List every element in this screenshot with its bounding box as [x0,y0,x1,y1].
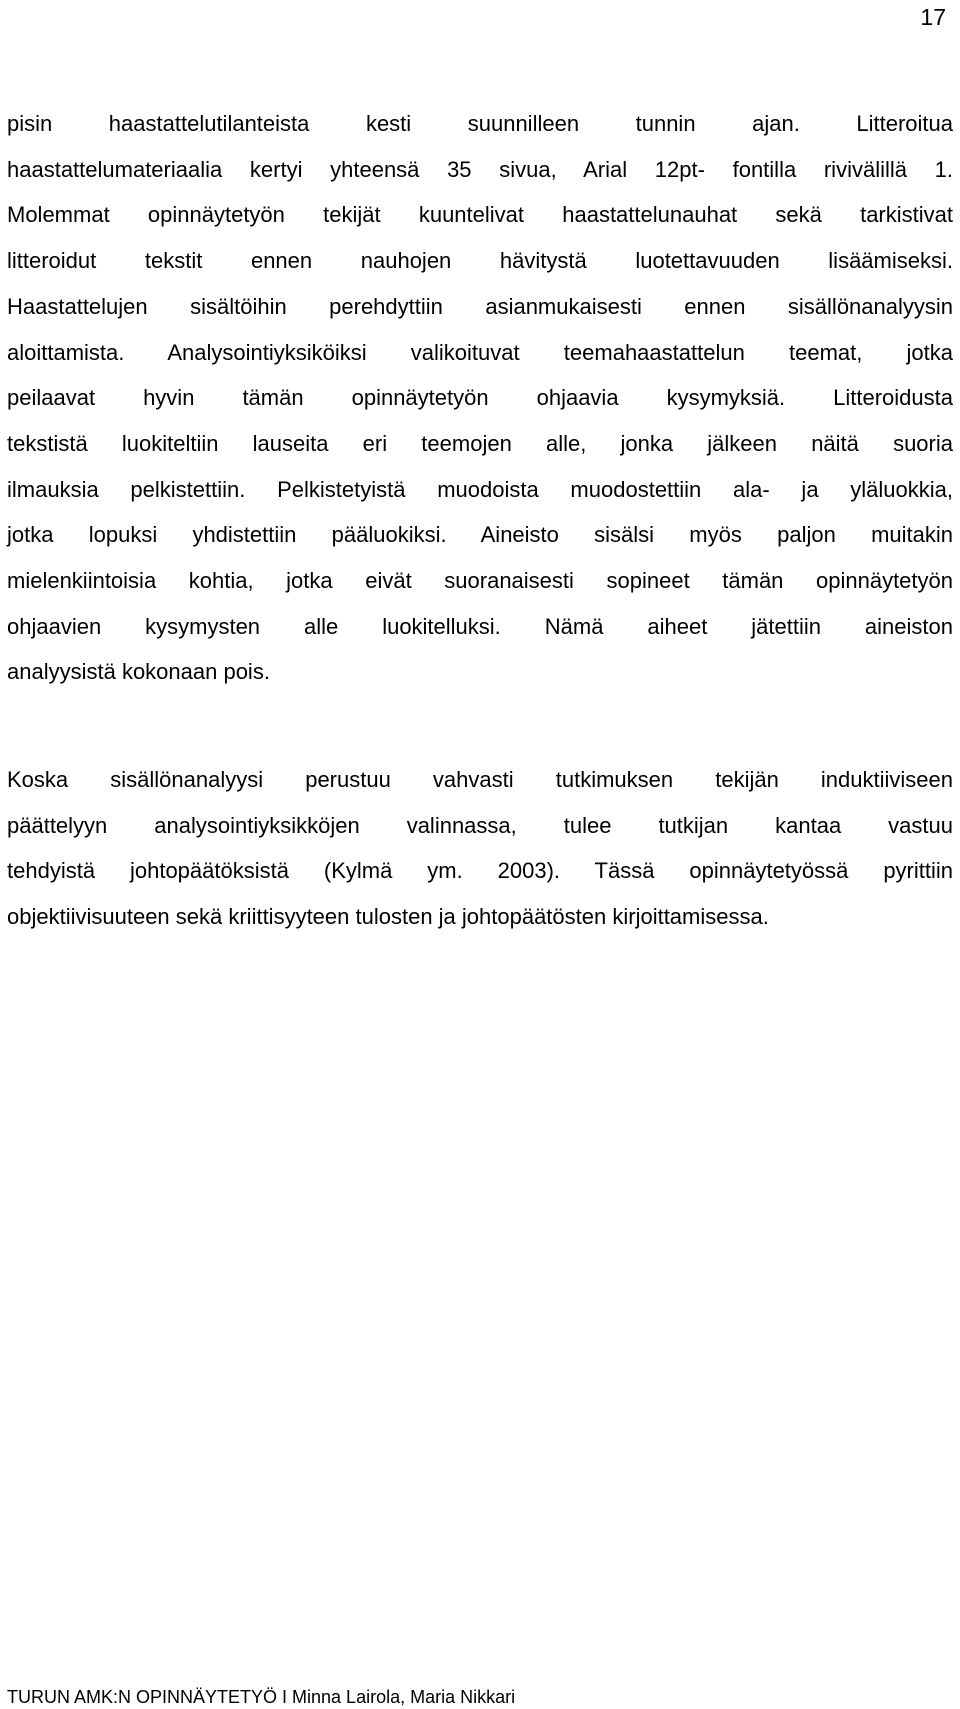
paragraph-line: haastattelumateriaalia kertyi yhteensä 35 sivua, Arial 12pt- fontilla rivivälillä 1. [7,156,953,182]
paragraph-line: litteroidut tekstit ennen nauhojen hävitystä luotettavuuden lisäämiseksi. [7,248,953,274]
paragraph-line: tehdyistä johtopäätöksistä (Kylmä ym. 2003). Tässä opinnäytetyössä pyrittiin [7,858,953,884]
paragraph-line: ohjaavien kysymysten alle luokitelluksi. Nämä aiheet jätettiin aineiston [7,613,953,639]
page-footer: TURUN AMK:N OPINNÄYTETYÖ I Minna Lairola, Maria Nikkari [7,1687,516,1707]
paragraph-line: pisin haastattelutilanteista kesti suunnilleen tunnin ajan. Litteroitua [7,111,953,136]
paragraph-line: jotka lopuksi yhdistettiin pääluokiksi. Aineisto sisälsi myös paljon muitakin [7,522,953,548]
paragraph-line: peilaavat hyvin tämän opinnäytetyön ohjaavia kysymyksiä. Litteroidusta [7,385,953,411]
paragraph-line: Molemmat opinnäytetyön tekijät kuuntelivat haastattelunauhat sekä tarkistivat [7,202,953,228]
paragraph-line: ilmauksia pelkistettiin. Pelkistetyistä muodoista muodostettiin ala- ja yläluokkia, [7,476,953,502]
body-paragraph-2 [7,757,953,940]
paragraph-line: tekstistä luokiteltiin lauseita eri teemojen alle, jonka jälkeen näitä suoria [7,430,953,456]
paragraph-line: mielenkiintoisia kohtia, jotka eivät suoranaisesti sopineet tämän opinnäytetyön [7,568,953,594]
paragraph-line: Koska sisällönanalyysi perustuu vahvasti tutkimuksen tekijän induktiiviseen [7,767,953,792]
paragraph-line: Haastattelujen sisältöihin perehdyttiin asianmukaisesti ennen sisällönanalyysin [7,293,953,319]
paragraph-line: aloittamista. Analysointiyksiköiksi valikoituvat teemahaastattelun teemat, jotka [7,339,953,365]
paragraph-line: objektiivisuuteen sekä kriittisyyteen tulosten ja johtopäätösten kirjoittamisessa. [7,904,769,930]
page-number: 17 [920,4,946,30]
paragraph-line: päättelyyn analysointiyksikköjen valinnassa, tulee tutkijan kantaa vastuu [7,812,953,838]
paragraph-line: analyysistä kokonaan pois. [7,659,270,685]
body-paragraph-1 [7,101,953,695]
